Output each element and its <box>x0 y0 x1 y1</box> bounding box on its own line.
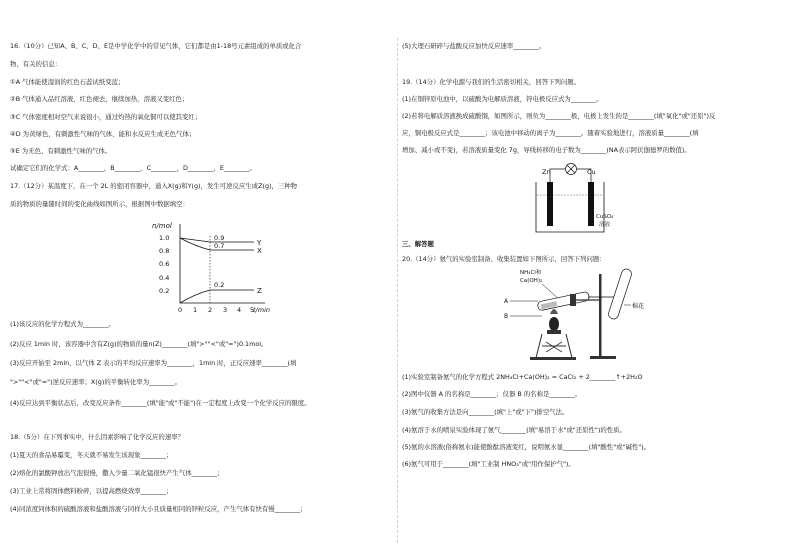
ammonia-apparatus-figure <box>502 264 662 364</box>
graph-series-y: Y <box>257 239 262 247</box>
graph-x-tick-5: 5 <box>250 306 255 314</box>
q18-line-5: (4)同浓度同体积的硫酸溶液和盐酸溶液与同样大小且质量相同的锌粒反应，产生气体有快有慢________； <box>10 505 307 513</box>
reagent-label-1: NH₄Cl和 <box>520 270 542 276</box>
graph-y-final: 0.9 <box>214 234 225 242</box>
graph-y-label: n/mol <box>152 222 172 230</box>
label-a: A <box>504 298 509 305</box>
graph-y-tick-4: 0.4 <box>159 274 170 282</box>
q16-line-1: 16.（10分）已知A、B、C、D、E是中学化学中的常见气体，它们都是由1-18号元素组成的单质或化合 <box>10 42 302 50</box>
graph-y-tick-3: 0.6 <box>159 260 170 268</box>
q19-line-5: 增加、减小或不变)，若溶液质量变化 7g，导线转移的电子数为________(NA表示阿伏伽德罗的数值)。 <box>402 146 691 154</box>
q17-part-1: (1)该反应的化学方程式为________。 <box>10 320 115 328</box>
graph-x-tick-3: 3 <box>223 306 228 314</box>
q19-line-4: 应，铜电极反应式是________；该电池中移动的离子为________。随着实验地进行，溶液质量________(填 <box>402 129 699 137</box>
q20-part-4: (4)氨溶于水的喷泉实验体现了氨气________(填"易溶于水"或"还原性")的性质。 <box>402 426 626 434</box>
column-divider <box>397 38 398 543</box>
solution-label-2: 溶液 <box>599 222 611 228</box>
q16-line-4: ②B 气体通入品红溶液，红色褪去，继续加热，溶液又变红色； <box>10 95 189 103</box>
q17-part-4: (4)反应达到平衡状态后，改变反应条件________(填"能"或"不能")在一定程度上改变一个化学反应的限度。 <box>10 399 311 407</box>
graph-x-tick-4: 4 <box>237 306 242 314</box>
reagent-label-2: Ca(OH)₂ <box>520 278 543 284</box>
graph-y-tick-2: 0.8 <box>159 247 170 255</box>
section-heading: 三、解答题 <box>402 240 434 248</box>
graph-x-label: t/min <box>253 306 270 314</box>
graph-x-tick-1: 1 <box>193 306 198 314</box>
q16-line-7: ⑤E 为无色、有刺激性气味的气体。 <box>10 147 112 155</box>
q19-line-1: 19.（14分）化学电源与我们的生活密切相关，回答下列问题。 <box>402 78 581 86</box>
q18-line-3: (2)熔化的氯酸钾放出气泡很慢，撒入少量二氧化锰很快产生气体________； <box>10 469 224 477</box>
q19-line-3: (2)若将电解质溶液换成硫酸铜，如图所示，则负为________极，电极上发生的是________(填"氧化"或"还原")反 <box>402 112 716 120</box>
q16-line-5: ③C 气体密度相对空气来说很小，通过灼热的氧化铜可以使其变红； <box>10 113 202 121</box>
cotton-label: 棉花 <box>632 303 645 310</box>
q20-part-6: (6)氨气可用于________(填"工业制 HNO₃"或"用作保护气")。 <box>402 460 575 468</box>
label-b: B <box>504 313 509 320</box>
q17-intro-1: 17.（12分）某温度下，在一个 2L 的密闭容器中，通入X(g)和Y(g)，发生可逆反应生成Z(g)，三种物 <box>10 182 298 190</box>
q16-line-6: ④D 为黄绿色，有刺激性气味的气体，能和水反应生成无色气体； <box>10 130 196 138</box>
graph-y-tick-1: 1.0 <box>159 234 170 242</box>
q16-line-3: ①A 气体能使湿润的红色石蕊试纸变蓝； <box>10 78 125 86</box>
q16-line-2: 物，有关的信息： <box>10 60 62 68</box>
galvanic-cell-figure <box>528 160 620 236</box>
cu-electrode-label: Cu <box>587 168 596 176</box>
q20-part-3: (3)氨气的收集方法是向________(填"上"或"下")排空气法。 <box>402 408 569 416</box>
graph-y-tick-5: 0.2 <box>159 287 170 295</box>
q17-part-3a: (3)反应开始至 2min，以气体 Z 表示的平均反应速率为________，1min 时，正反应速率________(填 <box>10 359 297 367</box>
q20-part-2: (2)图中仪器 A 的名称是________；仪器 B 的名称是________。 <box>402 390 582 398</box>
solution-label-1: CuSO₄ <box>596 214 614 220</box>
graph-x-final: 0.7 <box>214 242 225 250</box>
q19-line-2: (1)在铜锌原电池中，以硫酸为电解质溶液，锌电极反应式为________。 <box>402 95 603 103</box>
q17-part-3b: ">""<"或"=")逆反应速率；X(g)的平衡转化率为________。 <box>10 378 182 386</box>
graph-series-z: Z <box>257 287 262 295</box>
q16-line-8: 试确定它们的化学式：A________，B________，C________，D________，E________。 <box>10 164 256 172</box>
q17-part-2: (2)反应 1min 时，该容器中含有Z(g)的物质的量n(Z)________(填">""<"或"=")0.1mol。 <box>10 340 268 348</box>
graph-x-tick-0: 0 <box>178 306 183 314</box>
q20-part-5: (5)氨的水溶液(俗称氨水)能使酚酞溶液变红，说明氨水显________(填"酸性"或"碱性")。 <box>402 443 651 451</box>
graph-x-tick-2: 2 <box>208 306 213 314</box>
q20-part-1: (1)实验室制备氨气的化学方程式 2NH₄Cl+Ca(OH)₂ = CaCl₂ + 2________↑+2H₂O <box>402 373 643 381</box>
q20-line-1: 20.（14分）氨气的实验室制备、收集装置如下图所示，回答下列问题： <box>402 255 606 263</box>
q18-part-5: (5)大理石研碎与盐酸反应加快反应速率________。 <box>402 42 546 50</box>
q18-line-4: (3)工业上常将固体燃料粉碎，以提高燃烧效率________； <box>10 487 173 495</box>
zn-electrode-label: Zn <box>542 168 551 176</box>
graph-z-final: 0.2 <box>214 281 225 289</box>
q18-line-2: (1)夏天的食品易霉变，冬天就不易发生该现象________； <box>10 451 173 459</box>
q17-intro-2: 质的物质的量随时间的变化曲线如图所示，根据图中数据填空： <box>10 200 189 208</box>
graph-series-x: X <box>257 247 262 255</box>
q17-graph <box>150 218 275 316</box>
q18-line-1: 18.（5分）在下列事实中，什么因素影响了化学反应的速率？ <box>10 433 184 441</box>
